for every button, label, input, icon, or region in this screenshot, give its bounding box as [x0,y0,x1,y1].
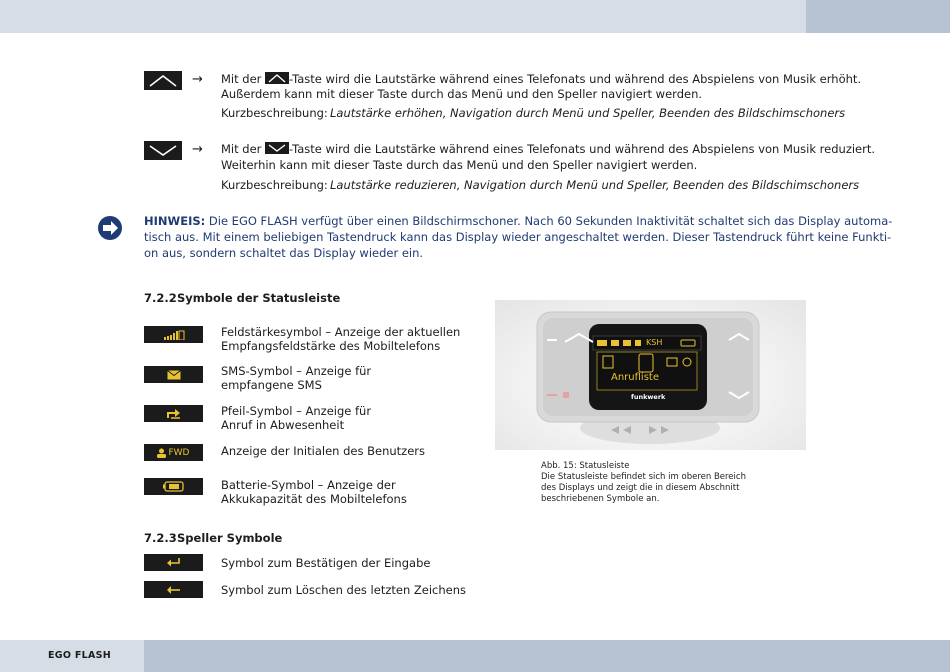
down-key-description-line2: Weiterhin kann mit dieser Taste durch das Menü und den Speller navigiert werden. [221,158,698,172]
speller-item-delete: Symbol zum Löschen des letzten Zeichens [221,583,467,597]
section-title-status: 7.2.2Symbole der Statusleiste [144,291,341,305]
up-key-description: Mit der -Taste wird die Lautstärke während eines Telefonats und während des Abspielens von Musik erhöht. [221,72,862,86]
footer-bar-right [144,640,950,672]
speller-item-confirm: Symbol zum Bestätigen der Eingabe [221,556,431,570]
user-initials-icon [144,444,203,461]
figure-caption-line1: Die Statusleiste befindet sich im oberen Bereich [541,472,746,482]
enter-icon [144,554,203,571]
down-key-icon [144,141,182,160]
signal-strength-icon [144,326,203,343]
down-key-short: Kurzbeschreibung: Lautstärke reduzieren, Navigation durch Menü und Speller, Beenden des Bildschimschoners [221,178,860,192]
footer-label: EGO FLASH [48,650,112,661]
status-item-battery-line2: Akkukapazität des Mobiltelefons [221,492,407,506]
hint-line-2: tisch aus. Mit einem beliebigen Tastendruck kann das Display wieder angeschaltet werden. Dieser Tastendruck führt keine Funkti- [144,230,892,244]
figure-caption-line3: beschriebenen Symbole an. [541,494,660,504]
device-status-initials: KSH [646,338,663,347]
up-key-short: Kurzbeschreibung: Lautstärke erhöhen, Navigation durch Menü und Speller, Beenden des Bildschimschoners [221,106,846,120]
hint-line-3: on aus, sondern schaltet das Display wieder ein. [144,246,424,260]
right-arrow-icon: → [192,72,203,87]
hint-line-1: HINWEIS: Die EGO FLASH verfügt über einen Bildschirmschoner. Nach 60 Sekunden Inaktivität schaltet sich das Display automa- [144,214,893,228]
user-initials-badge: FWD [168,447,190,458]
status-item-signal-line1: Feldstärkesymbol – Anzeige der aktuellen [221,325,461,339]
missed-call-arrow-icon [144,405,203,422]
up-key-description-line2: Außerdem kann mit dieser Taste durch das Menü und den Speller navigiert werden. [221,87,703,101]
status-item-battery-line1: Batterie-Symbol – Anzeige der [221,478,396,492]
status-item-arrow-line1: Pfeil-Symbol – Anzeige für [221,404,372,418]
battery-icon [144,478,203,495]
up-key-icon [144,71,182,90]
header-bar [0,0,806,33]
header-bar-accent [806,0,950,33]
hint-arrow-icon [97,215,123,245]
status-item-signal-line2: Empfangsfeldstärke des Mobiltelefons [221,339,441,353]
device-screen-title: Anrufliste [611,372,659,383]
down-key-inline-icon [265,142,289,154]
figure-caption-line2: des Displays und zeigt die in diesem Abschnitt [541,483,740,493]
backspace-arrow-icon [144,581,203,598]
section-title-speller: 7.2.3Speller Symbole [144,531,283,545]
envelope-icon [144,366,203,383]
right-arrow-icon: → [192,142,203,157]
status-item-sms-line2: empfangene SMS [221,378,322,392]
status-item-arrow-line2: Anruf in Abwesenheit [221,418,345,432]
device-brand-logo: funkwerk [631,393,666,401]
down-key-description: Mit der -Taste wird die Lautstärke während eines Telefonats und während des Abspielens von Musik reduziert. [221,142,876,156]
figure-caption-title: Abb. 15: Statusleiste [541,461,630,471]
up-key-inline-icon [265,72,289,84]
status-item-sms-line1: SMS-Symbol – Anzeige für [221,364,372,378]
status-item-initials: Anzeige der Initialen des Benutzers [221,444,425,458]
